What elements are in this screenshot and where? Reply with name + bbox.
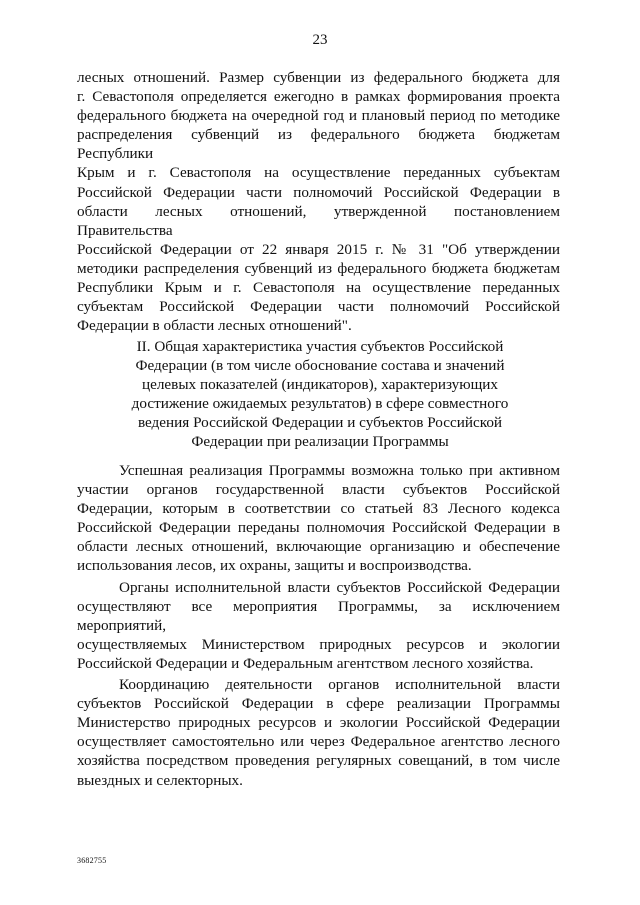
text-line: хозяйства посредством проведения регулярных совещаний, в том числе — [77, 752, 560, 770]
text-line: Федерации в области лесных отношений". — [77, 317, 352, 335]
text-line: Федерации, которым в соответствии со статьей 83 Лесного кодекса — [77, 500, 560, 518]
text-line: области лесных отношений, утвержденной постановлением Правительства — [77, 202, 560, 239]
heading-line: Федерации (в том числе обоснование состава и значений — [135, 357, 505, 375]
text-line: Российской Федерации и Федеральным агентством лесного хозяйства. — [77, 654, 534, 672]
text-line: субъектам Российской Федерации части полномочий Российской — [77, 298, 560, 316]
text-line: области лесных отношений, включающие организацию и обеспечение — [77, 538, 560, 556]
text-line: Крым и г. Севастополя на осуществление переданных субъектам — [77, 164, 560, 182]
text-line: г. Севастополя определяется ежегодно в рамках формирования проекта — [77, 88, 560, 106]
text-line: осуществляют все мероприятия Программы, за исключением мероприятий, — [77, 597, 560, 634]
paragraph-3 — [77, 675, 560, 790]
paragraph-1 — [77, 461, 560, 576]
text-line: Министерство природных ресурсов и экологии Российской Федерации — [77, 714, 560, 732]
body-paragraphs — [77, 461, 560, 790]
text-line: выездных и селекторных. — [77, 771, 243, 789]
paragraph-2 — [77, 578, 560, 673]
text-line: Органы исполнительной власти субъектов Российской Федерации — [119, 578, 560, 596]
document-code: 3682755 — [77, 856, 107, 865]
text-line: методики распределения субвенций из федерального бюджета бюджетам — [77, 259, 560, 277]
text-line: использования лесов, их охраны, защиты и воспроизводства. — [77, 557, 472, 575]
text-line: Российской Федерации от 22 января 2015 г. № 31 "Об утверждении — [77, 240, 560, 258]
heading-line: Федерации при реализации Программы — [191, 433, 449, 451]
text-line: федерального бюджета на очередной год и плановый период по методике — [77, 107, 560, 125]
page-number: 23 — [312, 32, 328, 48]
text-line: Российской Федерации части полномочий Российской Федерации в — [77, 183, 560, 201]
text-line: Республики Крым и г. Севастополя на осуществление переданных — [77, 279, 560, 297]
heading-line: целевых показателей (индикаторов), характеризующих — [141, 376, 499, 394]
text-line: Успешная реализация Программы возможна только при активном — [119, 462, 560, 479]
text-line: лесных отношений. Размер субвенции из федерального бюджета для — [77, 69, 560, 86]
heading-line: ведения Российской Федерации и субъектов Российской — [137, 414, 503, 432]
text-line: осуществляет самостоятельно или через Федеральное агентство лесного — [77, 733, 560, 751]
heading-line: достижение ожидаемых результатов) в сфере совместного — [131, 395, 509, 413]
text-line: Координацию деятельности органов исполнительной власти — [119, 676, 560, 694]
section-heading — [100, 337, 540, 452]
heading-line: II. Общая характеристика участия субъектов Российской — [136, 338, 504, 355]
continuation-paragraph — [77, 68, 560, 335]
text-line: участии органов государственной власти субъектов Российской — [77, 481, 560, 499]
text-line: субъектов Российской Федерации в сфере реализации Программы — [77, 695, 560, 713]
text-line: осуществляемых Министерством природных ресурсов и экологии — [77, 635, 560, 653]
text-line: распределения субвенций из федерального бюджета бюджетам Республики — [77, 126, 560, 163]
text-line: Российской Федерации переданы полномочия Российской Федерации в — [77, 519, 560, 537]
